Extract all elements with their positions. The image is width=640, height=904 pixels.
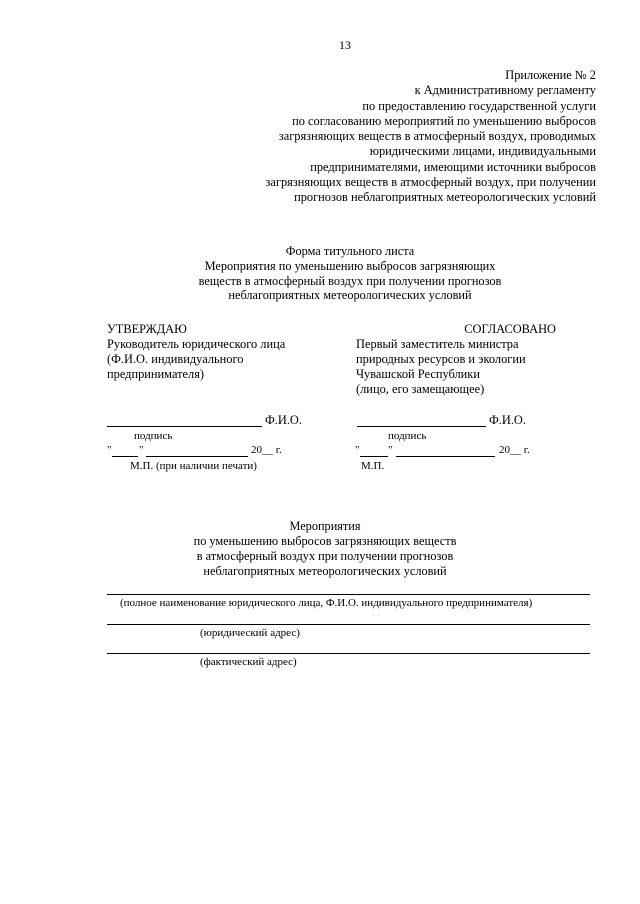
form-title-line: Мероприятия по уменьшению выбросов загрязняющих bbox=[204, 258, 496, 273]
agree-line: (лицо, его замещающее) bbox=[356, 382, 485, 396]
form-title-line: веществ в атмосферный воздух при получении прогнозов bbox=[198, 273, 502, 288]
page-number: 13 bbox=[339, 38, 351, 52]
agree-line: Первый заместитель министра bbox=[356, 337, 519, 351]
agree-signature-line bbox=[357, 426, 486, 427]
approve-fio: Ф.И.О. bbox=[265, 413, 302, 427]
approve-date-quote-close: " bbox=[139, 444, 144, 456]
legal-address-line bbox=[107, 624, 590, 625]
agree-date-month-line bbox=[396, 456, 495, 457]
actual-address-line bbox=[107, 653, 590, 654]
approve-signature-caption: подпись bbox=[134, 430, 173, 442]
actual-address-caption: (фактический адрес) bbox=[200, 656, 297, 668]
approve-date-day-line bbox=[112, 456, 138, 457]
agree-seal: М.П. bbox=[361, 460, 385, 472]
agree-date-quote-open: " bbox=[355, 444, 360, 456]
appendix-line: Приложение № 2 bbox=[505, 68, 596, 82]
measures-title-line: Мероприятия bbox=[289, 519, 361, 533]
agree-seal-line bbox=[360, 456, 388, 457]
approve-date-quote-open: " bbox=[107, 444, 112, 456]
approve-heading: УТВЕРЖДАЮ bbox=[107, 322, 187, 336]
approve-line: Руководитель юридического лица bbox=[107, 337, 286, 351]
measures-title-line: по уменьшению выбросов загрязняющих веществ bbox=[193, 534, 457, 548]
appendix-header bbox=[176, 68, 596, 206]
form-title-line: неблагоприятных метеорологических условий bbox=[228, 288, 472, 303]
agree-line: Чувашской Республики bbox=[356, 367, 480, 381]
approve-seal: М.П. (при наличии печати) bbox=[130, 460, 257, 472]
appendix-line: загрязняющих веществ в атмосферный воздух, при получении bbox=[265, 175, 596, 190]
approve-line: предпринимателя) bbox=[107, 367, 205, 381]
form-title bbox=[120, 244, 580, 303]
measures-title-line: в атмосферный воздух при получении прогнозов bbox=[196, 549, 454, 563]
approve-date-year: 20__ г. bbox=[251, 444, 282, 456]
agree-heading: СОГЛАСОВАНО bbox=[464, 322, 556, 336]
appendix-line: юридическими лицами, индивидуальными bbox=[369, 144, 596, 159]
agree-date-year: 20__ г. bbox=[499, 444, 530, 456]
approve-block bbox=[107, 322, 337, 382]
measures-title bbox=[100, 519, 550, 579]
agree-fio: Ф.И.О. bbox=[489, 413, 526, 427]
legal-address-caption: (юридический адрес) bbox=[200, 627, 300, 639]
approve-date-month-line bbox=[146, 456, 248, 457]
appendix-line: по предоставлению государственной услуги bbox=[362, 98, 596, 113]
agree-date-quote-close: " bbox=[388, 444, 393, 456]
agree-signature-caption: подпись bbox=[388, 430, 427, 442]
approve-signature-line bbox=[107, 426, 262, 427]
agree-block bbox=[356, 322, 556, 397]
form-title-line: Форма титульного листа bbox=[285, 244, 415, 258]
appendix-line: по согласованию мероприятий по уменьшению выбросов bbox=[292, 113, 596, 128]
appendix-line: к Административному регламенту bbox=[414, 83, 596, 98]
approve-line: (Ф.И.О. индивидуального bbox=[107, 352, 244, 366]
full-name-line bbox=[107, 594, 590, 595]
appendix-line: прогнозов неблагоприятных метеорологических условий bbox=[294, 190, 596, 205]
full-name-caption: (полное наименование юридического лица, Ф.И.О. индивидуального предпринимателя) bbox=[120, 597, 533, 609]
agree-line: природных ресурсов и экологии bbox=[356, 352, 526, 366]
appendix-line: предпринимателями, имеющими источники выбросов bbox=[310, 159, 596, 174]
appendix-line: загрязняющих веществ в атмосферный воздух, проводимых bbox=[278, 129, 596, 144]
measures-title-line: неблагоприятных метеорологических условий bbox=[203, 564, 447, 578]
